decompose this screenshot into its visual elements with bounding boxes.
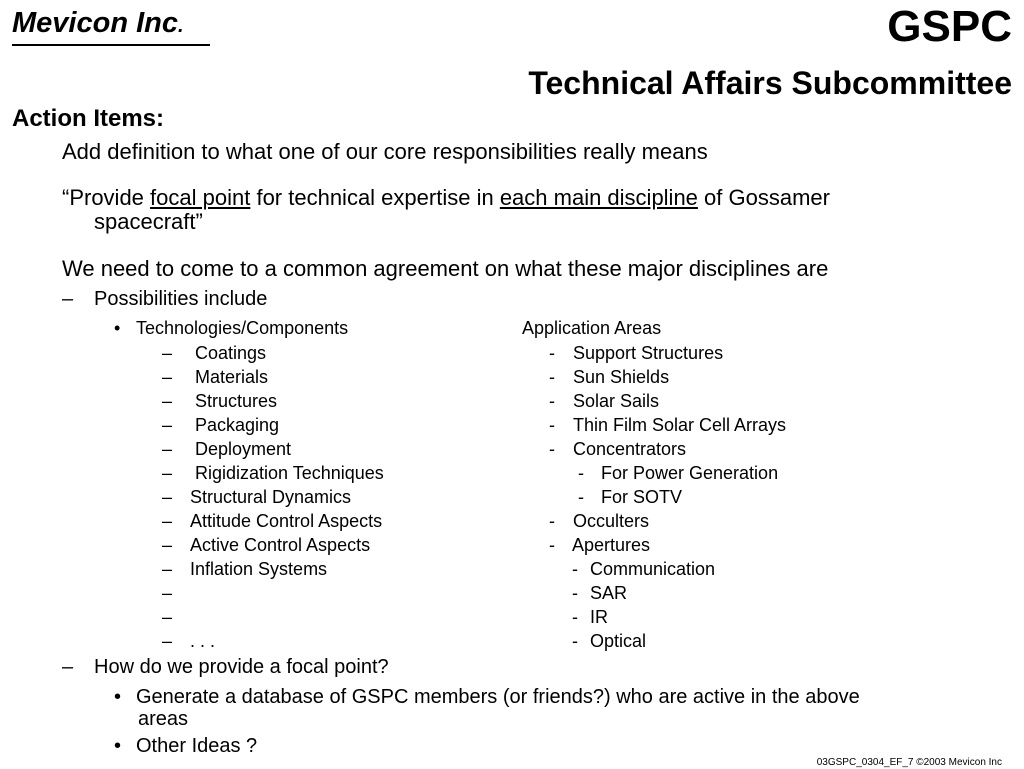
dash-marker: – xyxy=(162,631,173,651)
item2-underline-discipline: each main discipline xyxy=(499,185,698,210)
dash-marker: - xyxy=(572,631,578,651)
dash-marker: - xyxy=(578,463,584,483)
app-list-item xyxy=(549,509,649,533)
action-item-1: Add definition to what one of our core responsibilities really means xyxy=(62,139,708,164)
tech-item-label: Inflation Systems xyxy=(190,559,328,579)
dash-marker: - xyxy=(549,343,555,363)
section-title: Action Items: xyxy=(12,105,165,132)
tech-item-label: Coatings xyxy=(195,343,267,363)
app-list-item xyxy=(572,605,608,629)
app-list-item xyxy=(578,485,682,509)
action-item-3: We need to come to a common agreement on what these major disciplines are xyxy=(62,256,829,281)
app-list-item xyxy=(572,557,715,581)
dash-marker: – xyxy=(162,367,173,387)
tech-list-item xyxy=(162,437,291,461)
action-item-2 xyxy=(62,185,830,211)
dash-marker: - xyxy=(549,367,555,387)
dash-marker: – xyxy=(62,656,74,678)
possibilities-item xyxy=(62,287,267,311)
dash-marker: - xyxy=(549,391,555,411)
tech-item-label: Active Control Aspects xyxy=(190,535,371,555)
app-item-label: For Power Generation xyxy=(601,463,779,483)
tech-list-item xyxy=(162,605,190,629)
focal-question-item xyxy=(62,655,389,679)
dash-marker: - xyxy=(549,511,555,531)
dash-marker: – xyxy=(162,391,173,411)
app-list-item xyxy=(549,533,650,557)
app-item-label: Optical xyxy=(590,631,647,651)
dash-marker: - xyxy=(549,535,555,555)
action-item-2-continued: spacecraft” xyxy=(94,209,203,234)
tech-item-label: . . . xyxy=(190,631,216,651)
page-subtitle: Technical Affairs Subcommittee xyxy=(528,65,1012,101)
app-list-item xyxy=(572,581,627,605)
footer-copyright: 03GSPC_0304_EF_7 ©2003 Mevicon Inc xyxy=(816,757,1002,768)
bullet-marker: • xyxy=(114,735,122,757)
app-list-item xyxy=(549,365,669,389)
tech-list-item xyxy=(162,461,384,485)
page-title: GSPC xyxy=(887,2,1012,51)
app-item-label: Occulters xyxy=(573,511,650,531)
app-item-label: For SOTV xyxy=(601,487,683,507)
dash-marker: – xyxy=(162,439,173,459)
dash-marker: - xyxy=(572,607,578,627)
dash-marker: – xyxy=(162,535,173,555)
app-list-item xyxy=(572,629,646,653)
app-item-label: Thin Film Solar Cell Arrays xyxy=(573,415,787,435)
company-dot: . xyxy=(178,15,184,37)
company-name: Mevicon Inc xyxy=(12,7,178,39)
app-item-label: Communication xyxy=(590,559,716,579)
focal-question: How do we provide a focal point? xyxy=(94,656,389,678)
focal-bullet-2-text: Other Ideas ? xyxy=(136,735,258,757)
tech-list-item xyxy=(162,413,279,437)
dash-marker: - xyxy=(549,439,555,459)
app-heading: Application Areas xyxy=(522,318,662,338)
item2-text-c: of Gossamer xyxy=(697,185,830,210)
app-list-item xyxy=(549,341,723,365)
possibilities-label: Possibilities include xyxy=(94,288,268,310)
dash-marker: - xyxy=(549,415,555,435)
bullet-marker: • xyxy=(114,686,122,708)
tech-list-item xyxy=(162,485,351,509)
dash-marker: – xyxy=(162,583,173,603)
dash-marker: – xyxy=(162,487,173,507)
tech-item-label: Structures xyxy=(195,391,278,411)
app-list-item xyxy=(578,461,778,485)
dash-marker: - xyxy=(572,559,578,579)
tech-list-item xyxy=(162,629,215,653)
tech-item-label: Rigidization Techniques xyxy=(195,463,384,483)
company-logo-text xyxy=(12,5,210,46)
tech-item-label: Structural Dynamics xyxy=(190,487,352,507)
focal-bullet-1-continued: areas xyxy=(138,708,189,730)
dash-marker: – xyxy=(162,511,173,531)
bullet-marker: • xyxy=(114,318,121,338)
app-item-label: SAR xyxy=(590,583,628,603)
tech-list-item xyxy=(162,557,327,581)
tech-item-label: Packaging xyxy=(195,415,280,435)
tech-heading: Technologies/Components xyxy=(136,318,349,338)
app-item-label: Solar Sails xyxy=(573,391,660,411)
tech-item-label: Deployment xyxy=(195,439,292,459)
tech-list-item xyxy=(162,509,382,533)
dash-marker: - xyxy=(578,487,584,507)
tech-list-item xyxy=(162,533,370,557)
dash-marker: – xyxy=(162,463,173,483)
tech-heading-item xyxy=(114,316,348,340)
dash-marker: - xyxy=(572,583,578,603)
app-item-label: Support Structures xyxy=(573,343,724,363)
dash-marker: – xyxy=(162,415,173,435)
app-list-item xyxy=(549,389,659,413)
tech-item-label: Materials xyxy=(195,367,269,387)
dash-marker: – xyxy=(62,288,74,310)
tech-list-item xyxy=(162,365,268,389)
item2-underline-focal-point: focal point xyxy=(150,185,251,210)
app-item-label: IR xyxy=(590,607,608,627)
dash-marker: – xyxy=(162,607,173,627)
focal-bullet-1 xyxy=(114,685,860,709)
app-list-item xyxy=(549,437,686,461)
app-list-item xyxy=(549,413,786,437)
dash-marker: – xyxy=(162,559,173,579)
focal-bullet-2 xyxy=(114,734,257,758)
tech-list-item xyxy=(162,389,277,413)
tech-list-item xyxy=(162,341,266,365)
tech-list-item xyxy=(162,581,190,605)
item2-text-a: “Provide xyxy=(62,185,151,210)
tech-item-label: Attitude Control Aspects xyxy=(190,511,383,531)
dash-marker: – xyxy=(162,343,173,363)
app-item-label: Sun Shields xyxy=(573,367,670,387)
app-item-label: Concentrators xyxy=(573,439,687,459)
app-item-label: Apertures xyxy=(572,535,651,555)
item2-text-b: for technical expertise in xyxy=(250,185,500,210)
focal-bullet-1-text: Generate a database of GSPC members (or friends?) who are active in the above xyxy=(136,686,860,708)
